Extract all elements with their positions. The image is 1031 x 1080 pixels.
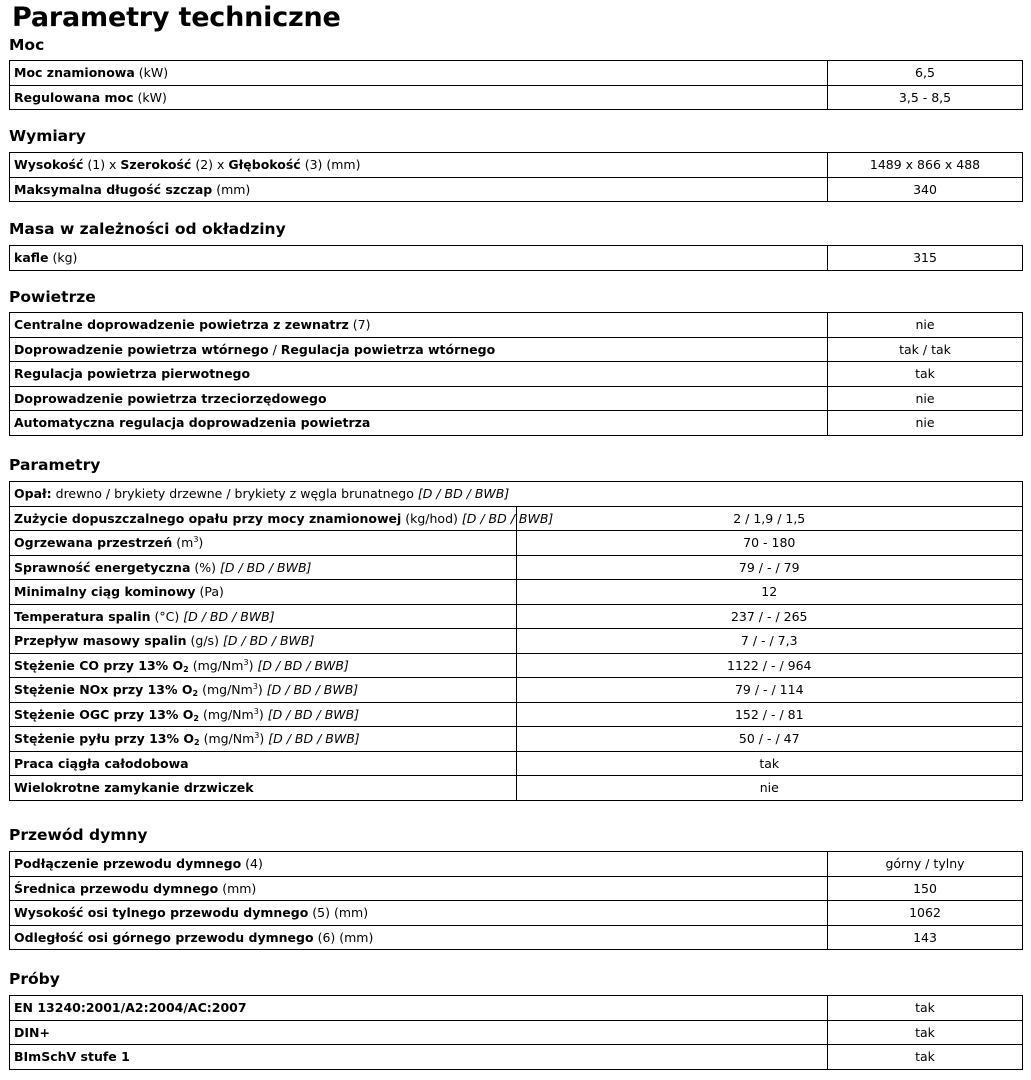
row-value: 7 / - / 7,3: [516, 629, 1023, 654]
unit-text: (kg/hod): [405, 510, 458, 526]
row-label: [10, 751, 517, 776]
row-label: [10, 901, 828, 926]
label-text: Regulowana moc: [14, 89, 134, 105]
label-text: Centralne doprowadzenie powietrza z zewnatrz: [14, 317, 349, 333]
fuel-codes: [D / BD / BWB]: [461, 510, 554, 526]
unit-end: ): [258, 706, 264, 722]
table-row: [10, 876, 1023, 901]
row-label: [10, 85, 828, 110]
label-text: Praca ciągła całodobowa: [14, 755, 189, 771]
row-value: 1122 / - / 964: [516, 653, 1023, 678]
table-row: [10, 604, 1023, 629]
table-parametry: [9, 481, 1023, 801]
row-label: [10, 61, 828, 86]
row-label: [10, 678, 517, 703]
table-row: [10, 482, 1023, 507]
fuel-codes: [D / BD / BWB]: [183, 608, 275, 624]
table-row: [10, 1020, 1023, 1045]
fuel-codes: [D / BD / BWB]: [257, 657, 349, 673]
table-row: [10, 531, 1023, 556]
row-label: [10, 653, 517, 678]
label-text: EN 13240:2001/A2:2004/AC:2007: [14, 1000, 247, 1016]
label-text: Wysokość osi tylnego przewodu dymnego: [14, 905, 309, 921]
label-text: Maksymalna długość szczap: [14, 181, 213, 197]
label-text: Ogrzewana przestrzeń: [14, 535, 173, 551]
unit-text: (mg/Nm: [192, 657, 244, 673]
row-value: 1489 x 866 x 488: [828, 153, 1023, 178]
label-text: Automatyczna regulacja doprowadzenia powietrza: [14, 415, 371, 431]
fuel-codes: [D / BD / BWB]: [268, 731, 360, 747]
label-text: Doprowadzenie powietrza trzeciorzędowego: [14, 390, 327, 406]
table-proby: [9, 995, 1023, 1070]
unit-text: (mm): [216, 181, 251, 197]
row-value: 340: [828, 177, 1023, 202]
label-text: Moc znamionowa: [14, 65, 135, 81]
table-row: [10, 506, 1023, 531]
unit-end: ): [198, 535, 204, 551]
label-text: DIN+: [14, 1024, 50, 1040]
label-text: Przepływ masowy spalin: [14, 633, 187, 649]
row-value: tak: [828, 996, 1023, 1021]
label-text: Opał:: [14, 486, 52, 502]
unit-text: (mg/Nm: [203, 731, 255, 747]
row-value: 12: [516, 580, 1023, 605]
row-value: górny / tylny: [828, 852, 1023, 877]
superscript: 3: [253, 706, 259, 716]
row-label: [10, 702, 517, 727]
superscript: 3: [243, 657, 249, 667]
row-label: [10, 852, 828, 877]
page-title: Parametry techniczne: [12, 2, 341, 33]
table-row: [10, 313, 1023, 338]
table-wymiary: [9, 152, 1023, 202]
table-row: [10, 629, 1023, 654]
table-row: [10, 1045, 1023, 1070]
unit-text: (1) x: [83, 157, 121, 173]
row-value: 79 / - / 114: [516, 678, 1023, 703]
unit-text: (g/s): [190, 633, 219, 649]
section-title-proby: Próby: [9, 970, 60, 988]
unit-text: (m: [176, 535, 194, 551]
row-label: [10, 362, 828, 387]
row-label: [10, 629, 517, 654]
subscript: 2: [193, 713, 199, 723]
table-row: [10, 411, 1023, 436]
table-row: [10, 153, 1023, 178]
label-text: Wysokość: [14, 157, 84, 173]
subscript: 2: [194, 738, 200, 748]
label-text: Regulacja powietrza wtórnego: [280, 341, 496, 357]
unit-text: (%): [194, 559, 216, 575]
label-text: Szerokość: [120, 157, 192, 173]
fuel-codes: [D / BD / BWB]: [222, 633, 315, 649]
unit-text: (5) (mm): [312, 905, 369, 921]
row-value: tak: [516, 751, 1023, 776]
label-text: Głębokość: [228, 157, 301, 173]
label-text: Podłączenie przewodu dymnego: [14, 856, 242, 872]
row-label: [10, 411, 828, 436]
unit-text: (mg/Nm: [202, 706, 254, 722]
unit-text: (°C): [154, 608, 180, 624]
row-value: tak / tak: [828, 337, 1023, 362]
section-title-wymiary: Wymiary: [9, 127, 86, 145]
row-label: [10, 1045, 828, 1070]
label-text: Sprawność energetyczna: [14, 559, 191, 575]
row-value: nie: [828, 313, 1023, 338]
row-label: [10, 386, 828, 411]
row-label: [10, 604, 517, 629]
row-value: tak: [828, 1045, 1023, 1070]
row-value: nie: [516, 776, 1023, 801]
row-value: 150: [828, 876, 1023, 901]
row-value: 1062: [828, 901, 1023, 926]
unit-text: (4): [245, 856, 263, 872]
row-value: 2 / 1,9 / 1,5: [516, 506, 1023, 531]
row-label: [10, 555, 517, 580]
label-text: BImSchV stufe 1: [14, 1049, 130, 1065]
label-text: Odległość osi górnego przewodu dymnego: [14, 929, 314, 945]
row-value: tak: [828, 362, 1023, 387]
row-label: [10, 313, 828, 338]
table-row: [10, 702, 1023, 727]
table-row: [10, 776, 1023, 801]
unit-text: (6) (mm): [317, 929, 374, 945]
label-text: Regulacja powietrza pierwotnego: [14, 366, 251, 382]
table-row: [10, 580, 1023, 605]
section-title-powietrze: Powietrze: [9, 288, 96, 306]
superscript: 3: [193, 535, 199, 545]
unit-text: (Pa): [199, 584, 224, 600]
row-value: 143: [828, 925, 1023, 950]
section-title-przewod: Przewód dymny: [9, 826, 148, 844]
label-text: Wielokrotne zamykanie drzwiczek: [14, 780, 254, 796]
unit-end: ): [259, 731, 265, 747]
fuel-text: drewno / brykiety drzewne / brykiety z węgla brunatnego: [51, 486, 418, 502]
row-label: [10, 776, 517, 801]
row-label: [10, 925, 828, 950]
label-text: Minimalny ciąg kominowy: [14, 584, 196, 600]
row-value: nie: [828, 386, 1023, 411]
unit-text: (2) x: [191, 157, 229, 173]
label-text: Temperatura spalin: [14, 608, 151, 624]
fuel-codes: [D / BD / BWB]: [417, 486, 510, 502]
table-row: [10, 901, 1023, 926]
unit-end: ): [257, 682, 263, 698]
unit-text: (mg/Nm: [202, 682, 253, 698]
superscript: 3: [254, 731, 260, 741]
unit-end: ): [248, 657, 254, 673]
row-label: [10, 580, 517, 605]
row-label: [10, 506, 554, 531]
fuel-codes: [D / BD / BWB]: [219, 559, 312, 575]
fuel-row: [10, 482, 1023, 507]
table-row: [10, 925, 1023, 950]
label-text: Średnica przewodu dymnego: [14, 880, 219, 896]
unit-text: (kW): [137, 89, 167, 105]
table-row: [10, 653, 1023, 678]
subscript: 2: [183, 664, 189, 674]
section-title-moc: Moc: [9, 36, 45, 54]
row-label: [10, 996, 828, 1021]
table-row: [10, 85, 1023, 110]
table-row: [10, 246, 1023, 271]
row-value: 152 / - / 81: [516, 702, 1023, 727]
label-text: Stężenie CO przy 13% O: [14, 657, 184, 673]
table-przewod: [9, 851, 1023, 950]
label-text: Stężenie NOx przy 13% O: [14, 682, 193, 698]
label-text: Stężenie OGC przy 13% O: [14, 706, 194, 722]
row-value: 50 / - / 47: [516, 727, 1023, 752]
table-moc: [9, 60, 1023, 110]
row-label: [10, 531, 517, 556]
label-text: Zużycie dopuszczalnego opału przy mocy znamionowej: [14, 510, 402, 526]
separator-text: /: [268, 341, 281, 357]
table-row: [10, 996, 1023, 1021]
row-value: 237 / - / 265: [516, 604, 1023, 629]
table-row: [10, 678, 1023, 703]
table-row: [10, 337, 1023, 362]
table-masa: [9, 245, 1023, 271]
table-row: [10, 177, 1023, 202]
label-text: Stężenie pyłu przy 13% O: [14, 731, 194, 747]
table-powietrze: [9, 312, 1023, 436]
section-title-parametry: Parametry: [9, 456, 101, 474]
row-value: 315: [828, 246, 1023, 271]
superscript: 3: [252, 682, 258, 692]
section-title-masa: Masa w zależności od okładziny: [9, 220, 286, 238]
unit-text: (kW): [138, 65, 169, 81]
row-label: [10, 177, 828, 202]
fuel-codes: [D / BD / BWB]: [267, 706, 360, 722]
table-row: [10, 61, 1023, 86]
subscript: 2: [192, 689, 199, 699]
row-value: tak: [828, 1020, 1023, 1045]
row-value: 6,5: [828, 61, 1023, 86]
table-row: [10, 751, 1023, 776]
unit-text: (mm): [222, 880, 257, 896]
row-value: 70 - 180: [516, 531, 1023, 556]
row-label: [10, 1020, 828, 1045]
fuel-codes: [D / BD / BWB]: [266, 682, 359, 698]
table-row: [10, 555, 1023, 580]
label-text: Doprowadzenie powietrza wtórnego: [14, 341, 269, 357]
row-value: 3,5 - 8,5: [828, 85, 1023, 110]
row-value: 79 / - / 79: [516, 555, 1023, 580]
label-text: kafle: [14, 250, 49, 266]
table-row: [10, 362, 1023, 387]
unit-text: (3) (mm): [300, 157, 361, 173]
row-label: [10, 246, 828, 271]
table-row: [10, 386, 1023, 411]
unit-text: (kg): [52, 250, 78, 266]
table-row: [10, 852, 1023, 877]
row-label: [10, 727, 517, 752]
unit-text: (7): [352, 317, 371, 333]
row-label: [10, 876, 828, 901]
row-label: [10, 153, 828, 178]
row-value: nie: [828, 411, 1023, 436]
row-label: [10, 337, 828, 362]
table-row: [10, 727, 1023, 752]
